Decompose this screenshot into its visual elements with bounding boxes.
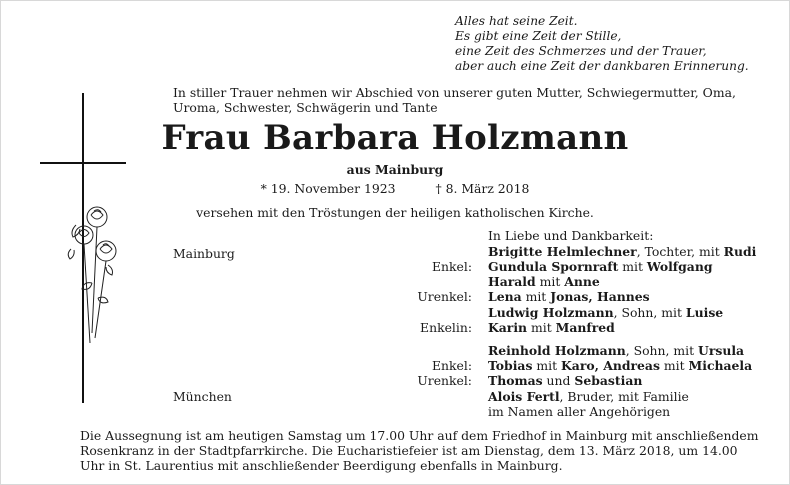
mourner-name: Ursula [698,343,745,358]
mourner-line [488,389,689,404]
mourner-relation: mit [532,358,562,373]
poem-line: Alles hat seine Zeit. [455,14,578,28]
mourner-line [488,358,752,373]
mourner-name: Anne [564,274,600,289]
mourner-name: Luise [685,305,724,320]
mourner-name: Rudi [723,244,757,259]
birth-date: * 19. November 1923 [260,181,396,196]
mourner-relation: mit [527,320,556,335]
deceased-name: Frau Barbara Holzmann [161,118,629,158]
mourner-name: Harald [488,274,536,289]
mourner-name: Brigitte Helmlechner [488,244,637,259]
mourner-name: Wolfgang [646,259,713,274]
mourner-line [488,320,615,335]
poem-line: aber auch eine Zeit der dankbaren Erinnerung. [455,59,749,73]
mourner-name: Lena [488,289,522,304]
mourner-name: Karo, Andreas [561,358,660,373]
mourner-line [488,259,713,274]
mourner-name: Tobias [488,358,533,373]
poem-line: Es gibt eine Zeit der Stille, [455,29,622,43]
mourner-relation: , Tochter, mit [636,244,724,259]
funeral-details: Die Aussegnung ist am heutigen Samstag um 17.00 Uhr auf dem Friedhof in Mainburg mit anschließendem Rosenkranz in der Stadtpfarrkirche. Die Eucharistiefeier ist am Dienstag, dem 13. März 2018, um 14.00 Uhr in St. Laurentius mit anschließender Beerdigung ebenfalls in Mainburg. [80,428,759,473]
mourner-name: Reinhold Holzmann [488,343,626,358]
mourner-line [488,244,756,259]
mourner-line [488,274,600,289]
mourner-name: Gundula Spornraft [488,259,619,274]
mourner-line [488,404,670,419]
relation-label: Enkel: [431,358,472,373]
relation-label: Urenkel: [417,373,472,388]
death-date: † 8. März 2018 [435,181,530,196]
mourner-relation: mit [659,358,689,373]
place-muenchen: München [173,389,232,404]
mourner-line [488,305,723,320]
mourner-relation: mit [535,274,565,289]
mourner-name: Jonas, Hannes [550,289,650,304]
mourner-relation: mit [618,259,647,274]
place-mainburg: Mainburg [173,246,235,261]
sacrament-note: versehen mit den Tröstungen der heiligen katholischen Kirche. [196,205,594,220]
mourner-line [488,289,650,304]
relation-label: Enkelin: [420,320,472,335]
mourners-intro: In Liebe und Dankbarkeit: [488,228,654,243]
mourner-line [488,343,744,358]
mourner-name: Michaela [688,358,753,373]
mourner-name: Alois Fertl [488,389,560,404]
mourner-relation: und [542,373,575,388]
mourner-relation: , Bruder, mit Familie [559,389,689,404]
relation-label: Enkel: [431,259,472,274]
poem-line: eine Zeit des Schmerzes und der Trauer, [455,44,707,58]
mourner-relation: mit [521,289,551,304]
relation-label: Urenkel: [417,289,472,304]
mourner-line [488,373,642,388]
mourner-name: Sebastian [574,373,643,388]
intro-text: In stiller Trauer nehmen wir Abschied von unserer guten Mutter, Schwiegermutter, Oma, Uroma, Schwester, Schwägerin und Tante [173,85,736,115]
mourner-relation: im Namen aller Angehörigen [488,404,671,419]
life-dates [0,181,790,196]
mourner-name: Thomas [488,373,543,388]
mourner-name: Manfred [555,320,615,335]
mourner-relation: , Sohn, mit [613,305,686,320]
mourner-relation: , Sohn, mit [625,343,699,358]
poem [455,14,749,74]
mourner-name: Ludwig Holzmann [488,305,614,320]
mourner-name: Karin [488,320,528,335]
hometown: aus Mainburg [346,162,444,177]
